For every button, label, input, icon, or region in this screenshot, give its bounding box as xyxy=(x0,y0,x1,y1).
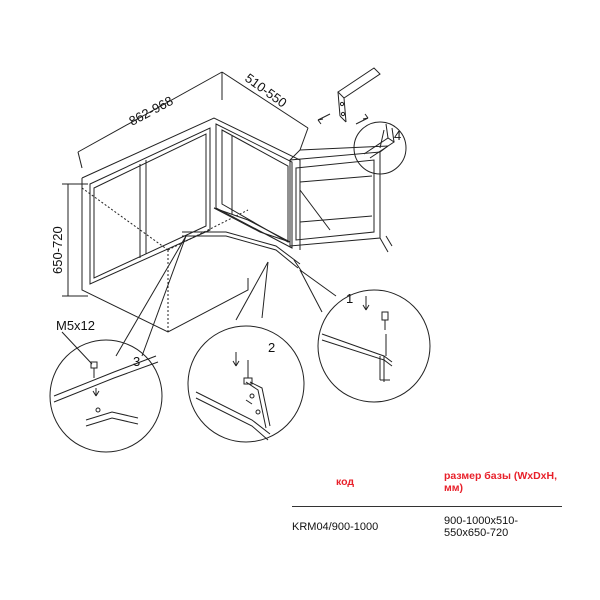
width-dimension-label: 862-968 xyxy=(126,93,176,129)
base-size-cell: 900-1000x510-550x650-720 xyxy=(444,515,519,539)
table-row xyxy=(292,507,562,540)
pull-out-basket xyxy=(290,146,392,252)
height-dimension-label: 650-720 xyxy=(50,226,65,274)
code-cell: KRM04/900-1000 xyxy=(292,521,379,533)
screw-label: M5x12 xyxy=(56,318,96,333)
callout-4: 4 xyxy=(394,128,402,143)
code-header: код xyxy=(336,476,355,488)
base-size-header: размер базы (WxDxH, мм) xyxy=(444,470,558,494)
height-dimension-line xyxy=(62,184,88,296)
detail-circle-3 xyxy=(50,332,162,452)
width-dimension-line xyxy=(78,72,222,168)
detail-circle-1 xyxy=(318,290,430,402)
spec-table xyxy=(292,470,562,539)
callout-2: 2 xyxy=(268,340,276,355)
corner-cabinet xyxy=(82,118,300,332)
callout-3: 3 xyxy=(133,354,141,369)
floor-rail xyxy=(182,232,302,272)
depth-dimension-label: 510-550 xyxy=(242,70,290,111)
wall-bracket xyxy=(318,68,380,124)
spec-table-header-row xyxy=(292,470,562,507)
callout-1: 1 xyxy=(346,291,354,306)
detail-circle-2 xyxy=(188,326,304,442)
